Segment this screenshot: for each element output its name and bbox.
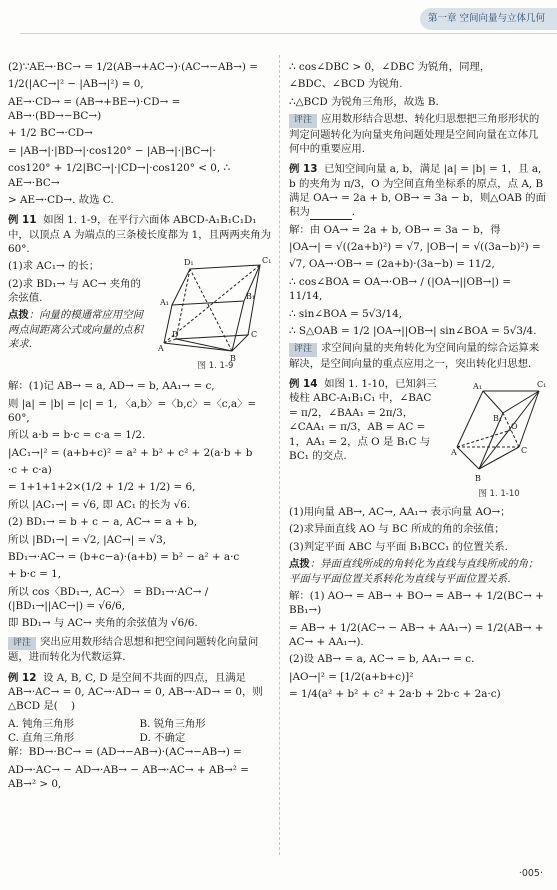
example-label: 例 14 [289,378,318,391]
review [289,112,547,156]
example-text: 如图 1. 1-10，已知斜三棱柱 ABC-A₁B₁C₁ 中，∠BAC = π/2，∠BAA₁ = 2π/3，∠CAA₁ = π/3，AB = AC = 1，AA₁ = 2，点 O 是 B₁C 与 BC₁ 的交点. [289,378,437,462]
hint [8,308,148,351]
vertex-label: B₁ [246,292,256,302]
solution-line: 解：由 OA→ = 2a + b, OB→ = 3a − b，得 [289,223,501,236]
option-a: A. 钝角三角形 [8,717,75,730]
question: (2)求异面直线 AO 与 BC 所成的角的余弦值； [289,523,505,536]
solution-line: 解：BD→·BC→ = (AD→−AB→)·(AC→−AB→) = [8,746,242,759]
vertex-label: D₁ [184,258,194,268]
answer-blank [310,209,352,220]
solution-line: = AB→ + 1/2(AC→ − AB→ + AA₁→) = 1/2(AB→ + AC→ + AA₁→). [289,621,547,648]
text-line: + 1/2 BC→·CD→ [8,127,93,140]
example-11-with-figure [8,256,272,379]
text-line: ∠BDC、∠BCD 为锐角. [289,78,403,91]
solution-line: 所以 a·b = b·c = c·a = 1/2. [8,429,146,442]
vertex-label: O [511,422,518,432]
vertex-label: B [230,354,236,364]
example-text: 设 A, B, C, D 是空间不共面的四点，且满足 AB→·AC→ = 0, AC→·AD→ = 0, AB→·AD→ = 0，则△BCD 是( ) [8,671,263,713]
vertex-label: D [172,330,179,340]
right-column [289,60,547,704]
example-14 [289,377,439,463]
solution-line: 所以 |BD₁→| = √2, |AC→| = √3, [8,533,167,546]
vertex-label: C₁ [262,256,272,266]
question: (1)用向量 AB→, AC→, AA₁→ 表示向量 AO→； [289,506,511,519]
option-d: D. 不确定 [139,732,186,744]
solution-line: BD₁→·AC→ = (b+c−a)·(a+b) = b² − a² + a·c [8,550,240,563]
example-text: 如图 1. 1-9，在平行六面体 ABCD-A₁B₁C₁D₁ 中，以顶点 A 为端点的三条棱长度都为 1，且两两夹角为 60°. [8,214,275,255]
review [289,341,547,371]
solution-line: 则 |a| = |b| = |c| = 1, 〈a,b〉=〈b,c〉=〈c,a〉= 60°, [8,397,260,425]
column-divider [279,55,280,855]
solution-line: = 1+1+1+2×(1/2 + 1/2 + 1/2) = 6, [8,481,196,494]
hint-label: 点拨 [289,558,310,571]
hint [289,557,547,586]
text-line: AE→·CD→ = (AB→+BE→)·CD→ = AB→·(BD→−BC→) [8,95,184,123]
figure-caption: 图 1. 1-10 [478,489,520,500]
option-c: C. 直角三角形 [8,732,75,744]
prism-diagram [451,377,547,485]
vertex-label: C [251,330,258,340]
review-tag: 评注 [289,343,317,357]
vertex-label: B₁ [493,414,503,424]
solution-line: 所以 |AC₁→| = √6, 即 AC₁ 的长为 √6. [8,498,191,511]
figure-1-1-10 [451,377,547,505]
vertex-label: A₁ [160,298,169,308]
page-header [0,0,557,38]
page-number: ·005· [518,867,543,879]
parallelepiped-diagram [158,251,273,364]
solution-line: 解：(1) AO→ = AB→ + BO→ = AB→ + 1/2(BC→ + BB₁→) [289,589,548,617]
example-label: 例 13 [289,163,318,176]
example-label: 例 11 [8,214,37,227]
review-text: 求空间向量的夹角转化为空间向量的综合运算来解决，是空间向量的重点应用之一，突出转化归思想. [289,342,540,370]
vertex-label: B [475,474,481,484]
review-tag: 评注 [289,114,317,128]
header-rule [20,33,557,34]
solution-line: AD→·AC→ − AD→·AB→ − AB→·AC→ + AB→² = AB→² > 0, [8,763,253,791]
hint-text: ：异面直线所成的角转化为直线与直线所成的角；平面与平面位置关系转化为直线与平面位置关系. [289,558,539,585]
option-b: B. 锐角三角形 [139,717,206,730]
solution-line: ∴ sin∠BOA = 5√3/14, [289,307,402,320]
solution-line: 所以 cos〈BD₁→, AC→〉 = BD₁→·AC→ / (|BD₁→||AC→|) = √6/6, [8,585,212,612]
solution-line: |OA→| = √((2a+b)²) = √7, |OB→| = √((3a−b)²) = [289,241,541,254]
solution-line: + b·c = 1, [8,568,62,581]
review-tag: 评注 [8,637,36,651]
example-11-questions [8,259,148,351]
solution-line: √7, OA→·OB→ = (2a+b)·(3a−b) = 11/2, [289,258,495,271]
figure-caption: 图 1. 1-9 [197,360,234,371]
vertex-label: C₁ [537,380,547,390]
solution-line: ∴ cos∠BOA = OA→·OB→ / (|OA→||OB→|) = 11/14, [289,275,515,303]
left-column [8,60,275,794]
hint-label: 点拨 [8,309,29,322]
vertex-label: A [451,448,457,458]
solution-line: = 1/4(a² + b² + c² + 2a·b + 2b·c + 2a·c) [289,688,501,701]
solution-line: |AO→|² = [1/2(a+b+c)]² [289,670,414,683]
review [8,635,271,665]
text-line: (2)∵AE→·BC→ = 1/2(AB→+AC→)·(AC→−AB→) = [8,61,258,73]
vertex-label: A₁ [473,382,482,392]
solution-line: |AC₁→|² = (a+b+c)² = a² + b² + c² + 2(a·b + b [8,446,253,459]
question: (2)求 BD₁→ 与 AC→ 夹角的余弦值. [8,277,141,305]
solution-line: 即 BD₁→ 与 AC→ 夹角的余弦值为 √6/6. [8,617,198,630]
example-14-statement [289,377,439,463]
example-14-with-figure [289,377,547,505]
vertex-label: A [158,344,164,354]
solution-line: ·c + c·a) [8,464,52,477]
example-13 [289,162,547,219]
solution-line: ∴ S△OAB = 1/2 |OA→||OB→| sin∠BOA = 5√3/4. [289,324,537,337]
example-11 [8,213,275,256]
question: (1)求 AC₁→ 的长； [8,260,100,273]
text-line: cos120° + 1/2|BC→|·|CD→|·cos120° < 0, ∴ AE→·BC→ [8,162,234,189]
text-line: 1/2(|AC→|² − |AB→|²) = 0, [8,78,144,91]
solution-line: 解：(1)记 AB→ = a, AD→ = b, AA₁→ = c, [8,380,215,393]
text-line: ∴ cos∠DBC > 0，∠DBC 为锐角，同理， [289,61,491,73]
figure-1-1-9 [158,251,273,369]
text-line: = |AB→|·|BD→|·cos120° − |AB→|·|BC→|· [8,144,216,157]
text-line: ∴△BCD 为锐角三角形，故选 B. [289,95,439,108]
answer-options [8,717,271,746]
question: (3)判定平面 ABC 与平面 B₁BCC₁ 的位置关系. [289,540,508,553]
solution-line: (2)设 AB→ = a, AC→ = b, AA₁→ = c. [289,653,475,666]
review-text: 应用数形结合思想、转化归思想把三角形形状的判定问题转化为向量夹角问题处理是空间向量在立体几何中的重要应用. [289,113,540,155]
vertex-label: C [521,446,528,456]
solution-line: (2) BD₁→ = b + c − a, AC→ = a + b, [8,516,197,529]
example-12 [8,671,271,714]
example-text: 已知空间向量 a, b，满足 |a| = |b| = 1，且 a, b 的夹角为 π/3，O 为空间直角坐标系的原点，点 A, B 满足 OA→ = 2a + b, OB→ = 3a − b，则△OAB 的面积为 [289,163,547,219]
hint-text: ：向量的模通常应用空间两点间距离公式或向量的点积来求. [8,309,144,351]
text-line: > AE→·CD→. 故选 C. [8,193,114,206]
review-text: 突出应用数形结合思想和把空间问题转化向量问题，进而转化为代数运算. [8,635,259,664]
chapter-label: 第一章 空间向量与立体几何 [428,13,546,24]
example-label: 例 12 [8,671,37,684]
text-tail: . [351,206,356,219]
